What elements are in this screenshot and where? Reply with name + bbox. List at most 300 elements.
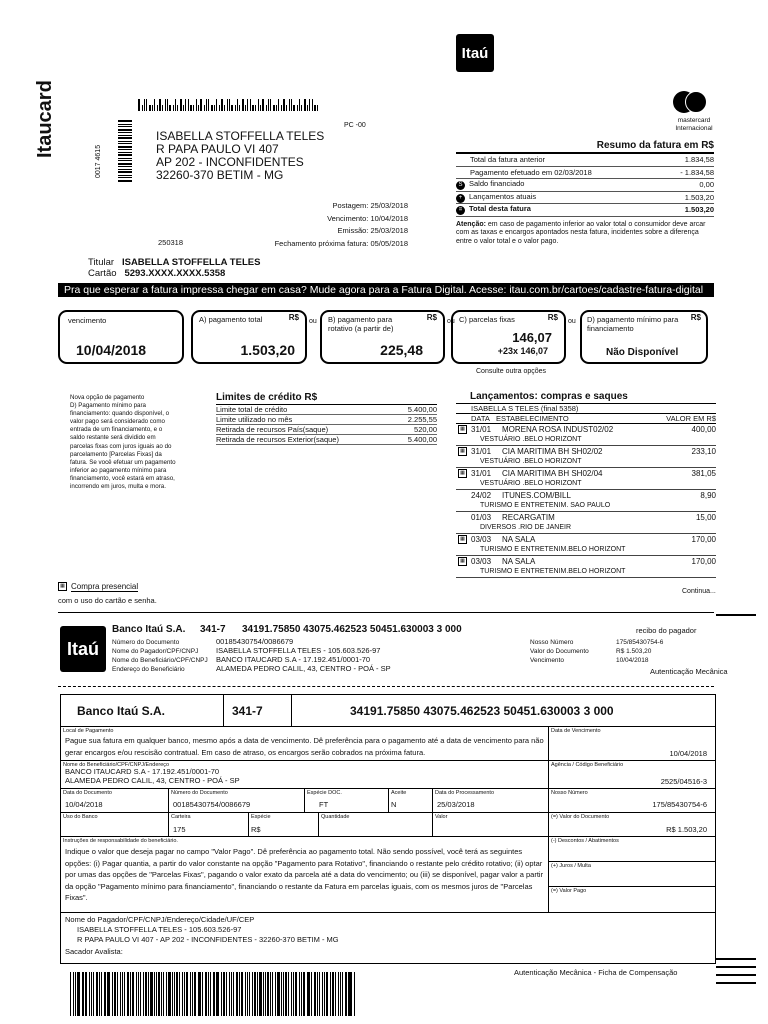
limit-value: 5.400,00 [407, 405, 437, 414]
sacador-label: Sacador Avalista: [65, 947, 123, 956]
transaction-value: 400,00 [691, 425, 716, 434]
address-block [156, 130, 324, 182]
transaction-date: 31/01 [471, 447, 492, 456]
barcode-bar [118, 166, 132, 167]
emissao-date: Emissão: 25/03/2018 [337, 226, 408, 235]
barcode-bar [338, 972, 339, 1016]
beneficiario-label: Nome do Beneficiário/CPF/CNPJ/Endereço [63, 762, 170, 768]
barcode-bar [214, 105, 215, 111]
barcode-bar [73, 972, 75, 1016]
continua-label: Continua... [682, 588, 716, 595]
transaction-date: 31/01 [471, 469, 492, 478]
limit-label: Retirada de recursos País(saque) [216, 425, 329, 434]
barcode-bar [317, 105, 318, 111]
summary-value: 1.503,20 [684, 192, 714, 202]
vencimento-box: vencimento 10/04/2018 [58, 310, 184, 364]
recibo-right-values [616, 638, 663, 665]
barcode-bar [75, 972, 76, 1016]
barcode-bar [263, 972, 264, 1016]
titular-block: Titular ISABELLA STOFFELLA TELES Cartão 5293.XXXX.XXXX.5358 [88, 257, 261, 279]
barcode-bar [275, 972, 276, 1016]
barcode-bar [154, 972, 155, 1016]
pagamento-total-box: A) pagamento total R$ 1.503,20 [191, 310, 307, 364]
barcode-bar [93, 972, 94, 1016]
summary-value: 1.503,20 [684, 205, 714, 215]
barcode-bar [177, 105, 178, 111]
resumo-fatura [456, 140, 714, 246]
barcode-bar [85, 972, 87, 1016]
numero-documento-value: 00185430754/0086679 [173, 800, 251, 809]
recibo-field-label: Nome do Beneficiário/CPF/CNPJ [112, 657, 208, 664]
barcode-bar [118, 143, 132, 144]
barcode-bar [159, 99, 161, 111]
barcode-bar [303, 972, 305, 1016]
barcode-bar [146, 99, 147, 111]
summary-value: - 1.834,58 [680, 167, 714, 177]
barcode-bar [118, 126, 132, 127]
itau-logo: Itaú [456, 34, 494, 72]
barcode-bar [158, 972, 160, 1016]
barcode-bar [99, 972, 100, 1016]
barcode-bar [167, 99, 168, 111]
cut-line-right [716, 614, 756, 616]
barcode-bar [132, 972, 134, 1016]
barcode-bar [70, 972, 71, 1016]
transaction-category: DIVERSOS .RIO DE JANEIR [456, 524, 716, 535]
barcode-bar [118, 160, 132, 161]
recibo-field-value: BANCO ITAUCARD S.A - 17.192.451/0001-70 [216, 655, 371, 664]
barcode-bar [210, 972, 211, 1016]
barcode-bar [118, 137, 132, 139]
transaction-category: TURISMO E ENTRETENIM. SAO PAULO [456, 502, 716, 513]
barcode-bar [142, 105, 143, 111]
barcode-bar [221, 972, 222, 1016]
barcode-bar [89, 972, 90, 1016]
barcode-bar [169, 105, 171, 111]
barcode-bar [255, 105, 256, 111]
parcelas-fixas-box: C) parcelas fixas R$ 146,07 +23x 146,07 [451, 310, 566, 364]
barcode-bar [216, 99, 217, 111]
barcode-bar [297, 105, 298, 111]
barcode-bar [118, 171, 132, 173]
barcode-bar [260, 105, 261, 111]
barcode-bar [277, 972, 279, 1016]
top-divider [58, 612, 714, 613]
beneficiario-line-2: ALAMEDA PEDRO CALIL, 43, CENTRO - POÁ - SP [65, 775, 240, 785]
summary-row [456, 167, 714, 180]
barcode-bar [247, 99, 248, 111]
lancamentos [456, 391, 716, 578]
lancamentos-holder: ISABELLA S TELES (final 5358) [456, 404, 716, 414]
barcode-bar [145, 972, 147, 1016]
barcode-bar [295, 972, 297, 1016]
left-code: 250318 [158, 238, 184, 247]
barcode-bar [265, 972, 266, 1016]
barcode-bar [196, 99, 197, 111]
especie-doc-value: FT [319, 800, 329, 809]
barcode-bar [247, 972, 248, 1016]
recibo-labels [112, 638, 208, 674]
summary-label: Total da fatura anterior [470, 155, 546, 165]
summary-label: Pagamento efetuado em 02/03/2018 [470, 167, 592, 177]
barcode-bar [268, 99, 269, 111]
barcode-bar [118, 132, 132, 133]
ficha-line-code: 34191.75850 43075.462523 50451.630003 3 000 [350, 704, 614, 718]
customer-name: ISABELLA STOFFELLA TELES [156, 129, 325, 143]
barcode-bar [174, 972, 175, 1016]
barcode-bar [270, 972, 271, 1016]
barcode-bar [258, 99, 259, 111]
ficha-bank-code: 341-7 [232, 704, 263, 718]
barcode-bar [202, 972, 203, 1016]
barcode-bar [221, 99, 223, 111]
transaction-category: VESTUÁRIO .BELO HORIZONT [456, 458, 716, 469]
vencimento-date: Vencimento: 10/04/2018 [327, 213, 408, 223]
barcode-bar [120, 972, 121, 1016]
barcode-bar [266, 105, 267, 111]
cut-marks-bottom [716, 958, 756, 984]
barcode-bar [241, 972, 243, 1016]
barcode-bar [77, 972, 79, 1016]
barcode-bar [307, 972, 308, 1016]
lancamentos-title: Lançamentos: compras e saques [456, 391, 716, 404]
barcode-bar [127, 972, 129, 1016]
barcode-bar [205, 972, 207, 1016]
barcode-bar [206, 99, 207, 111]
barcode-bar [108, 972, 110, 1016]
col-estabelecimento: ESTABELECIMENTO [496, 414, 569, 423]
barcode-bar [190, 105, 192, 111]
rotativo-box: B) pagamento para rotativo (a partir de) R$ 225,48 [320, 310, 445, 364]
barcode-bar [162, 105, 163, 111]
barcode-bar [118, 120, 132, 122]
ficha-autenticacao: Autenticação Mecânica - Ficha de Compensação [514, 968, 678, 977]
recibo-field-label: Endereço do Beneficiário [112, 666, 185, 673]
col-data: DATA [471, 414, 490, 423]
barcode-bar [165, 99, 166, 111]
barcode-bar [354, 972, 355, 1016]
side-code: 0017 4615 [95, 144, 102, 178]
limit-value: 2.255,55 [407, 415, 437, 424]
barcode-bar [175, 99, 176, 111]
summary-row [456, 192, 714, 205]
barcode-bar [166, 972, 167, 1016]
barcode-bar [231, 105, 233, 111]
recibo-right-label: Valor do Documento [530, 648, 589, 655]
or-label-2: ou [447, 318, 455, 325]
barcode-bar [118, 141, 132, 142]
recibo-field-value: ALAMEDA PEDRO CALIL, 43, CENTRO - POÁ - SP [216, 664, 391, 673]
attention-note: Atenção: em caso de pagamento inferior ao valor total o consumidor deve arcar com as taxas e encargos apontados nesta fatura, incidentes sobre a diferença entre o valor total e o valor pago. [456, 220, 706, 245]
barcode-bar [143, 972, 144, 1016]
summary-label: Lançamentos atuais [469, 191, 537, 201]
limit-value: 520,00 [414, 425, 437, 434]
barcode-bar [219, 105, 220, 111]
recibo-label: recibo do pagador [636, 626, 697, 635]
barcode-bar [190, 972, 191, 1016]
barcode-bar [326, 972, 328, 1016]
transaction-row [456, 446, 716, 458]
transaction-description: ITUNES.COM/BILL [502, 491, 571, 500]
barcode-bar [229, 972, 230, 1016]
barcode-bar [348, 972, 349, 1016]
barcode-bar [237, 99, 238, 111]
barcode-bar [281, 972, 282, 1016]
barcode-bar [278, 99, 279, 111]
address-line-2: AP 202 - INCONFIDENTES [156, 155, 304, 169]
carteira-value: 175 [173, 825, 186, 834]
barcode-bar [245, 972, 246, 1016]
barcode-bar [124, 972, 125, 1016]
pagador-label: Nome do Pagador/CPF/CNPJ/Endereço/Cidade/UF/CEP [65, 915, 255, 924]
barcode-bar [83, 972, 84, 1016]
postagem-date: Postagem: 25/03/2018 [332, 201, 408, 210]
limit-row [216, 435, 437, 445]
barcode-bar [82, 972, 83, 1016]
barcode-bar [235, 105, 236, 111]
transaction-row [456, 468, 716, 480]
data-vencimento-value: 10/04/2018 [669, 749, 707, 758]
barcode-bar [211, 105, 213, 111]
consulte-outras-opcoes[interactable]: Consulte outra opções [476, 368, 547, 375]
card-icon: ▦ [458, 535, 467, 544]
barcode-bar [118, 149, 132, 150]
limit-row [216, 415, 437, 425]
itaucard-vertical-logo: Itaucard [34, 80, 56, 158]
or-label-1: ou [309, 318, 317, 325]
barcode-bar [335, 972, 336, 1016]
barcode-bar [283, 99, 285, 111]
barcode-bar [157, 105, 158, 111]
barcode-bar [213, 972, 215, 1016]
fechamento-date: Fechamento próxima fatura: 05/05/2018 [274, 238, 408, 248]
mastercard-label: mastercard Internacional [675, 117, 713, 132]
especie-value: R$ [251, 825, 261, 834]
barcode-bar [340, 972, 342, 1016]
summary-row [456, 179, 714, 192]
barcode-bar [118, 177, 132, 178]
barcode-bar [257, 972, 258, 1016]
transaction-description: CIA MARITIMA BH SH02/04 [502, 469, 603, 478]
barcode-bar [272, 972, 274, 1016]
transaction-description: NA SALA [502, 557, 536, 566]
card-icon: ▦ [458, 557, 467, 566]
barcode-bar [154, 99, 155, 111]
barcode-bar [242, 99, 244, 111]
summary-circle-icon: + [456, 194, 465, 203]
agencia-value: 2525/04516-3 [660, 777, 707, 786]
barcode-bar [239, 972, 240, 1016]
barcode-bar [229, 99, 230, 111]
barcode-bar [192, 972, 193, 1016]
barcode-bar [200, 99, 202, 111]
transaction-description: RECARGATIM [502, 513, 555, 522]
transaction-category: TURISMO E ENTRETENIM.BELO HORIZONT [456, 568, 716, 579]
barcode-bar [324, 972, 325, 1016]
barcode-bar [118, 163, 132, 165]
transaction-row [456, 424, 716, 436]
barcode-bar [216, 972, 217, 1016]
barcode-bar [114, 972, 116, 1016]
recibo-right-label: Vencimento [530, 657, 564, 664]
pagador-line-2: R PAPA PAULO VI 407 - AP 202 - INCONFIDENTES - 32260-370 BETIM - MG [77, 934, 339, 944]
transaction-value: 381,05 [691, 469, 716, 478]
ficha-bank-name: Banco Itaú S.A. [77, 704, 166, 718]
barcode-bar [118, 175, 132, 176]
transaction-category: TURISMO E ENTRETENIM.BELO HORIZONT [456, 546, 716, 557]
transaction-row [456, 534, 716, 546]
barcode-bar [322, 972, 324, 1016]
limites-credito [216, 392, 437, 445]
barcode-bar [250, 99, 251, 111]
barcode-bar [345, 972, 347, 1016]
barcode-bar [118, 154, 132, 156]
transaction-date: 03/03 [471, 557, 492, 566]
transaction-description: CIA MARITIMA BH SH02/02 [502, 447, 603, 456]
barcode-bar [283, 972, 284, 1016]
summary-value: 0,00 [699, 180, 714, 190]
barcode-bar [163, 972, 165, 1016]
barcode-bar [118, 124, 132, 125]
transaction-date: 24/02 [471, 491, 492, 500]
card-icon: ▦ [458, 425, 467, 434]
barcode-bar [188, 99, 189, 111]
barcode-bar [311, 972, 312, 1016]
transaction-value: 233,10 [691, 447, 716, 456]
transaction-category: VESTUÁRIO .BELO HORIZONT [456, 480, 716, 491]
barcode-bar [276, 105, 277, 111]
juros-label: (+) Juros / Multa [551, 863, 591, 869]
barcode-bar [291, 99, 292, 111]
barcode-bar [317, 972, 318, 1016]
barcode-bar [293, 972, 294, 1016]
recibo-field-label: Nome do Pagador/CPF/CNPJ [112, 648, 199, 655]
descontos-label: (-) Descontos / Abatimentos [551, 838, 619, 844]
recibo-values [216, 637, 391, 673]
barcode-bar [239, 105, 240, 111]
barcode-bar [233, 972, 234, 1016]
summary-circle-icon: = [456, 206, 465, 215]
barcode-bar [104, 972, 106, 1016]
address-line-1: R PAPA PAULO VI 407 [156, 142, 279, 156]
barcode-bar [118, 135, 132, 136]
recibo-field-label: Número do Documento [112, 639, 180, 646]
barcode-bar [289, 99, 290, 111]
barcode-bar [118, 180, 132, 182]
barcode-bar [231, 972, 233, 1016]
barcode-bar [118, 129, 132, 131]
barcode-bar [152, 105, 153, 111]
card-icon: ▦ [58, 582, 67, 591]
barcode-bar [342, 972, 343, 1016]
local-pagamento-text: Pague sua fatura em qualquer banco, mesmo após a data de vencimento. Dê preferência para o pagamento até a data de vencimento para não gerar encargos e/ou rescisão contratual. Em caso de atraso, os encargos serão cobrados na próxima fatura. [65, 736, 544, 757]
barcode-bar [144, 99, 145, 111]
barcode-bar [249, 972, 251, 1016]
fatura-digital-banner[interactable]: Pra que esperar a fatura impressa chegar em casa? Mude agora para a Fatura Digital. Acesse: itau.com.br/cartoes/cadastre-fatura-digital [58, 283, 714, 297]
valor-documento-value: R$ 1.503,20 [666, 825, 707, 834]
barcode-bar [117, 972, 118, 1016]
barcode-bar [208, 972, 209, 1016]
barcode-bar [118, 169, 132, 170]
barcode-bar [267, 972, 269, 1016]
barcode-bar [262, 99, 264, 111]
barcode-bar [148, 972, 149, 1016]
recibo-bank-name: Banco Itaú S.A. [112, 624, 186, 635]
mastercard-logo [670, 90, 710, 116]
barcode-bar [293, 105, 295, 111]
barcode-bar [245, 105, 246, 111]
beneficiario-line-1: BANCO ITAUCARD S.A - 17.192.451/0001-70 [65, 767, 220, 776]
recibo-field-value: ISABELLA STOFFELLA TELES - 105.603.526-97 [216, 646, 381, 655]
barcode-bar [252, 105, 254, 111]
barcode-bar [204, 105, 205, 111]
barcode-bar [138, 972, 139, 1016]
card-icon: ▦ [458, 469, 467, 478]
postal-barcode-vertical [118, 120, 132, 184]
barcode-bar [156, 972, 157, 1016]
summary-row [456, 154, 714, 167]
barcode-bar [176, 972, 178, 1016]
limit-label: Retirada de recursos Exterior(saque) [216, 435, 339, 444]
card-icon: ▦ [458, 447, 467, 456]
transaction-value: 170,00 [691, 535, 716, 544]
barcode-bar [198, 972, 199, 1016]
data-documento-value: 10/04/2018 [65, 800, 103, 809]
barcode-bar [118, 158, 132, 159]
barcode-bar [186, 972, 188, 1016]
barcode-bar [101, 972, 102, 1016]
summary-row [456, 204, 714, 217]
summary-label: Total desta fatura [469, 204, 531, 214]
recibo-bank-code: 341-7 [200, 624, 226, 635]
barcode-bar [172, 972, 173, 1016]
data-vencimento-label: Data de Vencimento [551, 728, 601, 734]
recibo-itau-logo: Itaú [60, 626, 106, 672]
transaction-value: 15,00 [695, 513, 716, 522]
barcode-bar [299, 99, 300, 111]
boleto-barcode [70, 972, 356, 1016]
pagamento-minimo-box: D) pagamento mínimo para financiamento R$ Não Disponível [580, 310, 708, 364]
barcode-bar [150, 972, 152, 1016]
col-valor: VALOR EM R$ [666, 414, 716, 423]
limites-title: Limites de crédito R$ [216, 392, 437, 405]
barcode-bar [281, 105, 282, 111]
barcode-bar [112, 972, 113, 1016]
barcode-bar [180, 99, 182, 111]
barcode-bar [193, 105, 194, 111]
aceite-value: N [391, 800, 397, 809]
barcode-bar [217, 972, 219, 1016]
barcode-bar [301, 105, 302, 111]
barcode-bar [184, 972, 185, 1016]
transaction-date: 31/01 [471, 425, 492, 434]
barcode-bar [254, 972, 256, 1016]
postal-barcode-horizontal [138, 99, 360, 111]
barcode-bar [286, 105, 287, 111]
address-line-3: 32260-370 BETIM - MG [156, 168, 284, 182]
transaction-description: NA SALA [502, 535, 536, 544]
barcode-bar [223, 972, 225, 1016]
barcode-bar [270, 99, 271, 111]
dates-block [240, 200, 408, 250]
barcode-bar [301, 972, 302, 1016]
barcode-bar [349, 972, 351, 1016]
transaction-value: 170,00 [691, 557, 716, 566]
barcode-bar [91, 972, 93, 1016]
barcode-bar [107, 972, 108, 1016]
recibo-field-value: 00185430754/0086679 [216, 637, 294, 646]
barcode-bar [130, 972, 131, 1016]
